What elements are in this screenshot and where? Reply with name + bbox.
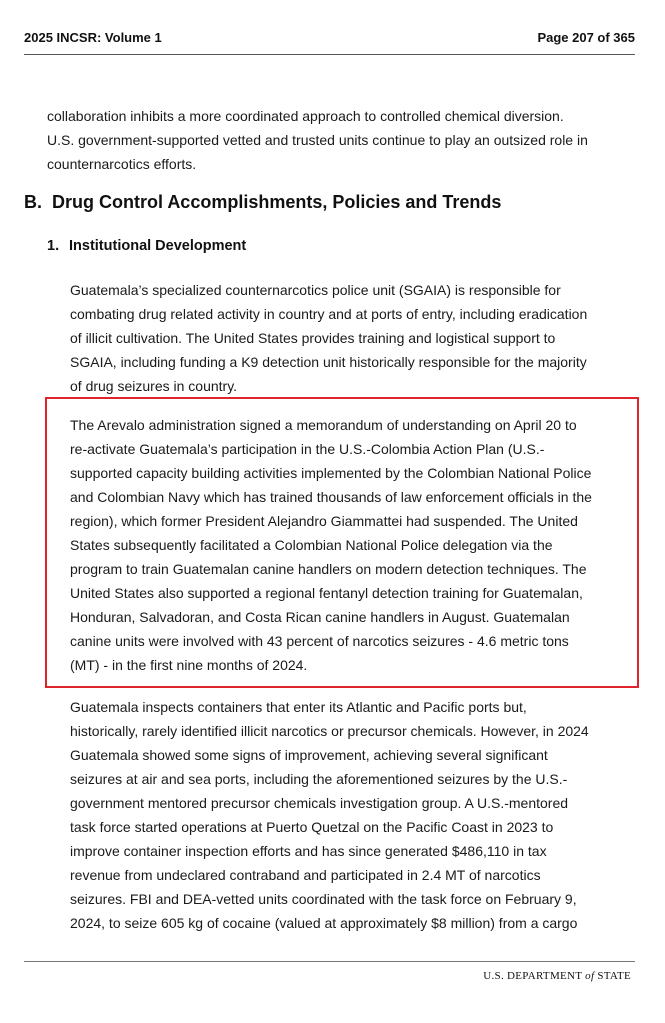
text-line: 2024, to seize 605 kg of cocaine (valued at approximately $8 million) from a cargo [70, 915, 578, 931]
text-line: seizures. FBI and DEA-vetted units coordinated with the task force on February 9, [70, 891, 577, 907]
text-line: seizures at air and sea ports, including the aforementioned seizures by the U.S.- [70, 771, 568, 787]
text-line: region), which former President Alejandro Giammattei had suspended. The United [70, 513, 578, 529]
text-line: canine units were involved with 43 percent of narcotics seizures - 4.6 metric tons [70, 633, 569, 649]
subsection-heading [47, 238, 246, 254]
section-title: Drug Control Accomplishments, Policies and Trends [52, 192, 502, 212]
text-line: improve container inspection efforts and has since generated $486,110 in tax [70, 843, 547, 859]
text-line: historically, rarely identified illicit narcotics or precursor chemicals. However, in 2024 [70, 723, 589, 739]
text-line: The Arevalo administration signed a memorandum of understanding on April 20 to [70, 417, 577, 433]
footer-department [483, 970, 631, 982]
text-line: Guatemala showed some signs of improvement, achieving several significant [70, 747, 548, 763]
text-line: of illicit cultivation. The United States provides training and logistical support to [70, 330, 556, 346]
text-line: (MT) - in the first nine months of 2024. [70, 657, 308, 673]
text-line: States subsequently facilitated a Colombian National Police delegation via the [70, 537, 553, 553]
footer-text-after: STATE [594, 970, 631, 982]
paragraph-arevalo [70, 413, 592, 677]
text-line: Guatemala inspects containers that enter its Atlantic and Pacific ports but, [70, 699, 527, 715]
text-line: collaboration inhibits a more coordinated approach to controlled chemical diversion. [47, 108, 564, 124]
footer-text-before: U.S. DEPARTMENT [483, 970, 586, 982]
text-line: supported capacity building activities implemented by the Colombian National Police [70, 465, 592, 481]
section-heading [24, 192, 501, 213]
text-line: SGAIA, including funding a K9 detection unit historically responsible for the majority [70, 354, 587, 370]
text-line: program to train Guatemalan canine handlers on modern detection techniques. The [70, 561, 587, 577]
text-line: and Colombian Navy which has trained thousands of law enforcement officials in the [70, 489, 592, 505]
page-header [24, 28, 635, 55]
text-line: U.S. government-supported vetted and trusted units continue to play an outsized role in [47, 132, 588, 148]
text-line: Guatemala’s specialized counternarcotics police unit (SGAIA) is responsible for [70, 282, 561, 298]
text-line: of drug seizures in country. [70, 378, 238, 394]
text-line: re-activate Guatemala’s participation in the U.S.-Colombia Action Plan (U.S.- [70, 441, 545, 457]
footer-divider [24, 961, 635, 962]
text-line: Honduran, Salvadoran, and Costa Rican canine handlers in August. Guatemalan [70, 609, 570, 625]
text-line: United States also supported a regional fentanyl detection training for Guatemalan, [70, 585, 583, 601]
text-line: government mentored precursor chemicals investigation group. A U.S.-mentored [70, 795, 569, 811]
report-title: 2025 INCSR: Volume 1 [24, 30, 162, 45]
text-line: counternarcotics efforts. [47, 156, 197, 172]
subsection-title: Institutional Development [69, 238, 247, 254]
text-line: task force started operations at Puerto Quetzal on the Pacific Coast in 2023 to [70, 819, 554, 835]
footer-text-of: of [585, 970, 595, 982]
intro-paragraph [47, 104, 588, 176]
subsection-number: 1. [47, 238, 60, 254]
page-number: Page 207 of 365 [537, 30, 635, 45]
text-line: revenue from undeclared contraband and participated in 2.4 MT of narcotics [70, 867, 541, 883]
text-line: combating drug related activity in country and at ports of entry, including eradication [70, 306, 588, 322]
paragraph-sgaia [70, 278, 587, 398]
paragraph-ports [70, 695, 589, 935]
section-letter: B. [24, 192, 42, 212]
